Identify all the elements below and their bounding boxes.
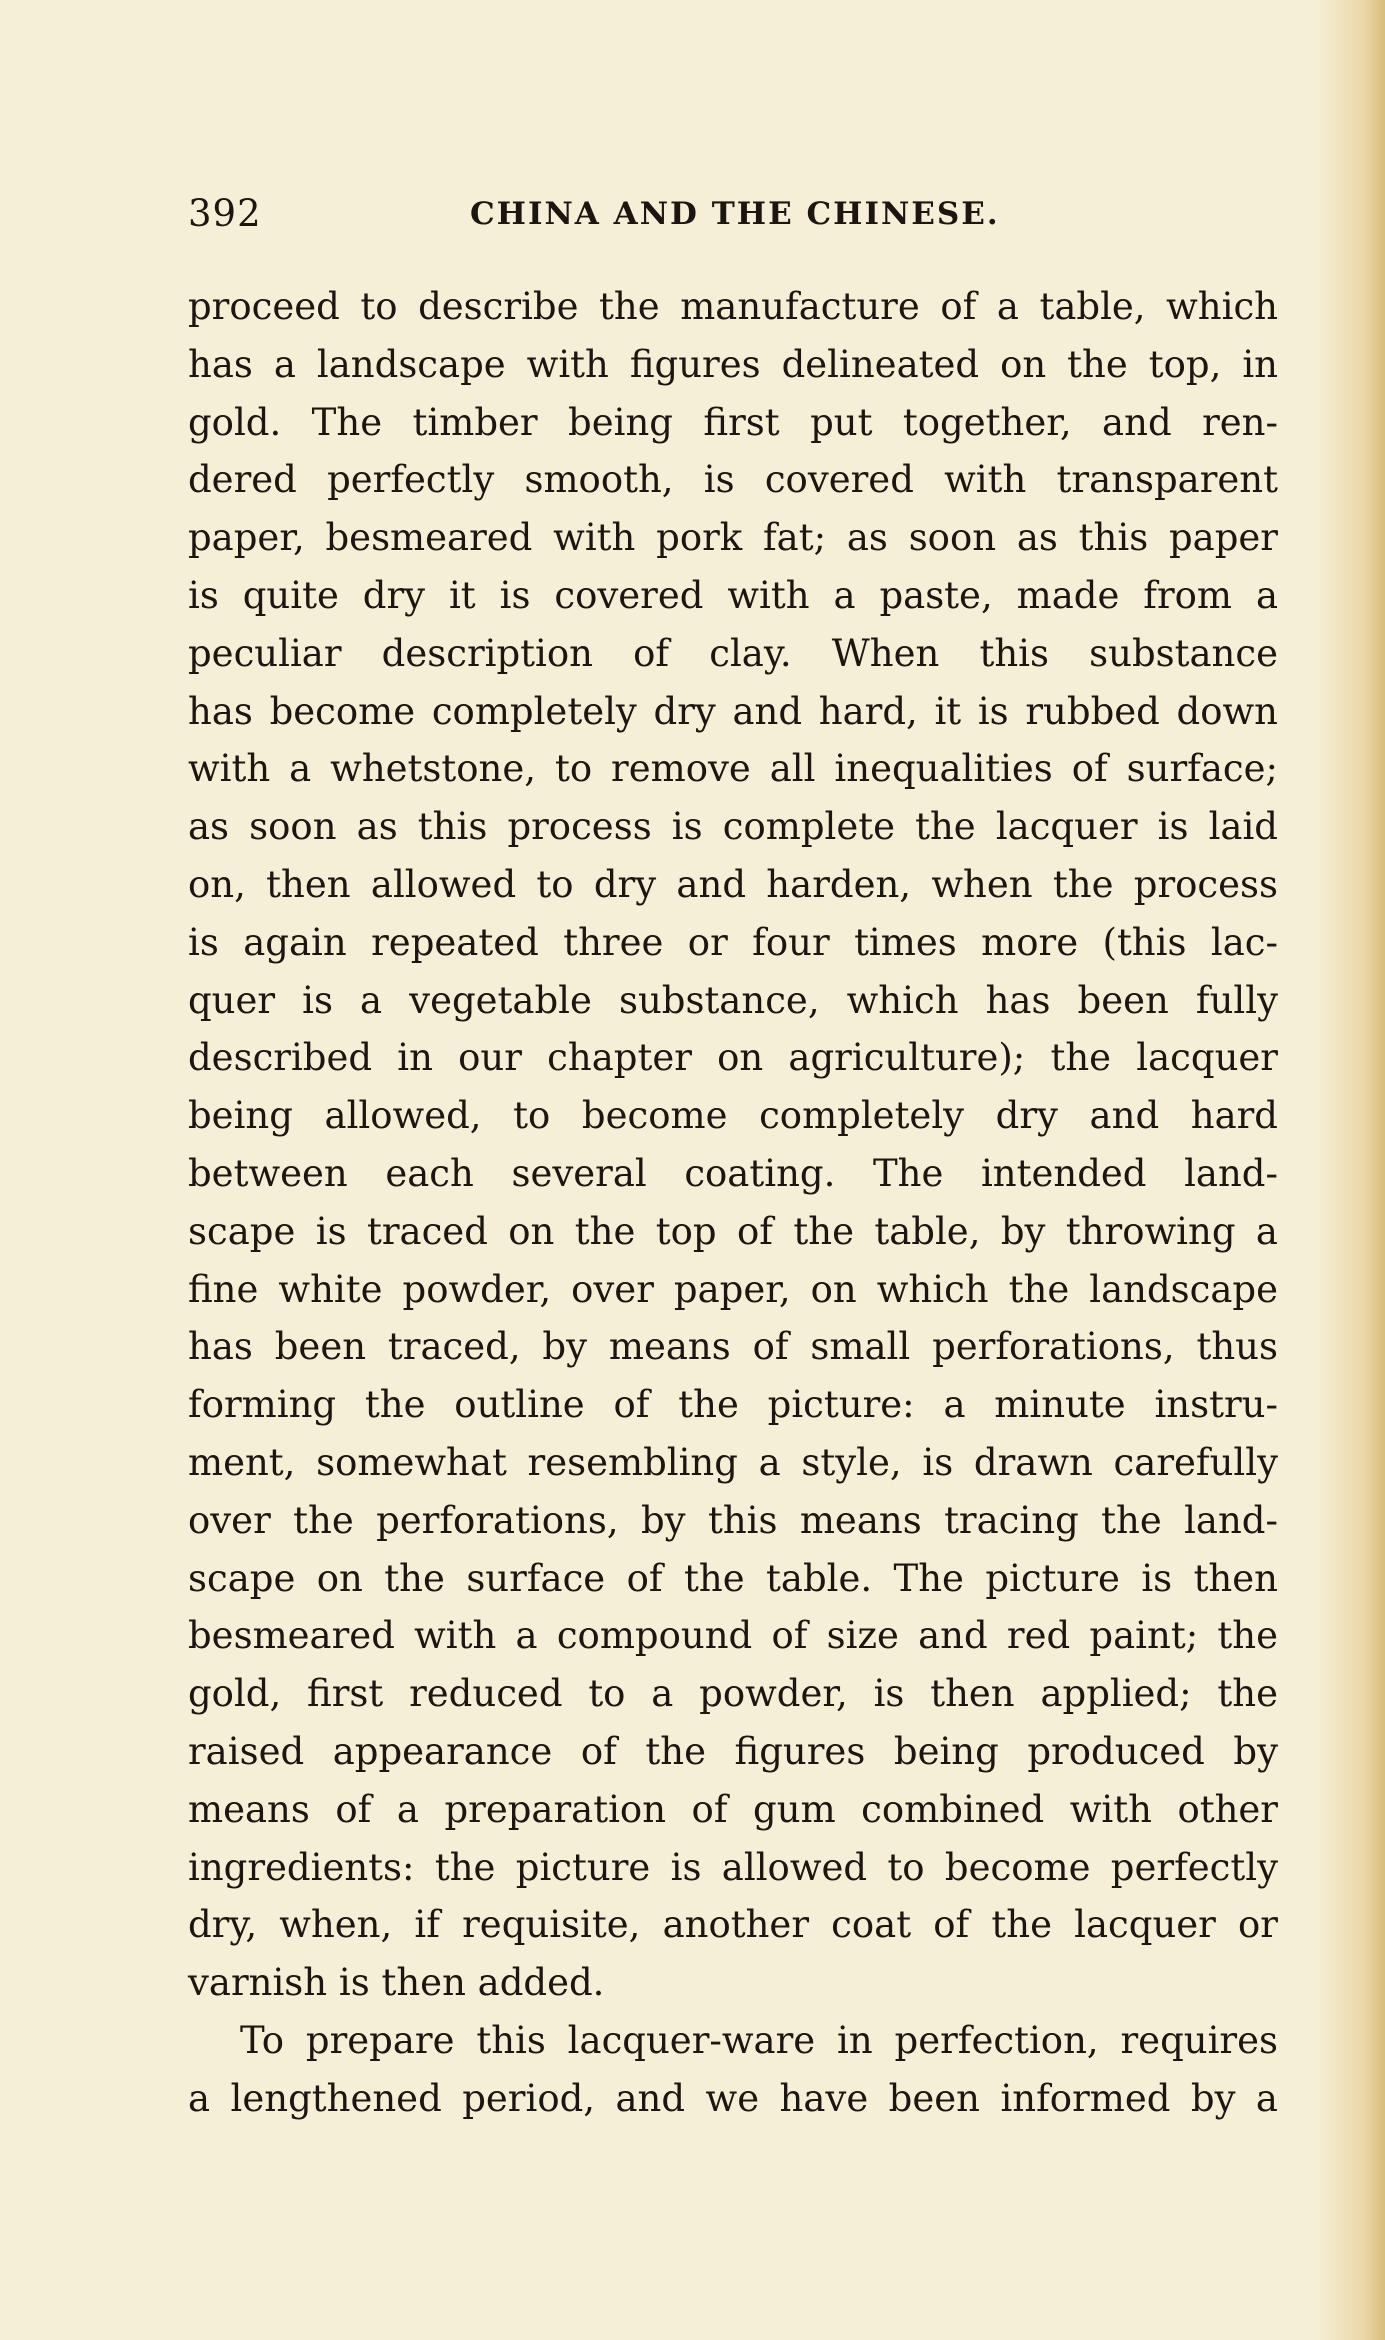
text-line: as soon as this process is complete the lacquer is laid — [188, 805, 1278, 849]
text-line: ingredients: the picture is allowed to become perfectly — [188, 1845, 1278, 1889]
text-line: has a landscape with figures delineated on the top, in — [188, 342, 1278, 386]
text-line: peculiar description of clay. When this substance — [188, 631, 1278, 675]
text-line: between each several coating. The intended land- — [188, 1151, 1278, 1195]
text-line: has been traced, by means of small perforations, thus — [188, 1325, 1278, 1369]
text-line: scape on the surface of the table. The picture is then — [188, 1556, 1278, 1600]
text-line: ment, somewhat resembling a style, is drawn carefully — [188, 1440, 1278, 1484]
running-title: CHINA AND THE CHINESE. — [470, 196, 1000, 232]
paragraph-2 — [188, 2012, 1278, 2128]
text-line: with a whetstone, to remove all inequalities of surface; — [188, 747, 1278, 791]
text-line: means of a preparation of gum combined with other — [188, 1787, 1278, 1831]
paragraph-1 — [188, 278, 1278, 2012]
text-line: dered perfectly smooth, is covered with transparent — [188, 458, 1278, 502]
running-header — [188, 192, 1268, 242]
text-line: is quite dry it is covered with a paste, made from a — [188, 573, 1278, 617]
text-line: has become completely dry and hard, it is rubbed down — [188, 689, 1278, 733]
text-line: quer is a vegetable substance, which has been fully — [188, 978, 1278, 1022]
text-line: being allowed, to become completely dry and hard — [188, 1094, 1278, 1138]
text-line: described in our chapter on agriculture); the lacquer — [188, 1036, 1278, 1080]
text-line: raised appearance of the figures being produced by — [188, 1729, 1278, 1773]
text-line: fine white powder, over paper, on which the landscape — [188, 1267, 1278, 1311]
text-line: varnish is then added. — [188, 1961, 605, 2005]
text-line: over the perforations, by this means tracing the land- — [188, 1498, 1278, 1542]
text-line: dry, when, if requisite, another coat of the lacquer or — [188, 1903, 1278, 1947]
text-line: on, then allowed to dry and harden, when the process — [188, 862, 1278, 906]
text-line: proceed to describe the manufacture of a table, which — [188, 285, 1278, 328]
text-line: scape is traced on the top of the table, by throwing a — [188, 1209, 1278, 1253]
page-edge-shading — [1315, 0, 1385, 2340]
body-text — [188, 278, 1278, 2128]
text-line: gold, first reduced to a powder, is then applied; the — [188, 1672, 1278, 1716]
text-line: is again repeated three or four times more (this lac- — [188, 920, 1278, 964]
text-line: gold. The timber being first put together, and ren- — [188, 400, 1278, 444]
text-line: forming the outline of the picture: a minute instru- — [188, 1383, 1278, 1427]
text-line: a lengthened period, and we have been informed by a — [188, 2076, 1278, 2120]
page-number: 392 — [188, 192, 262, 235]
text-line: To prepare this lacquer-ware in perfection, requires — [240, 2018, 1278, 2062]
text-line: besmeared with a compound of size and red paint; the — [188, 1614, 1278, 1658]
text-line: paper, besmeared with pork fat; as soon as this paper — [188, 516, 1278, 560]
